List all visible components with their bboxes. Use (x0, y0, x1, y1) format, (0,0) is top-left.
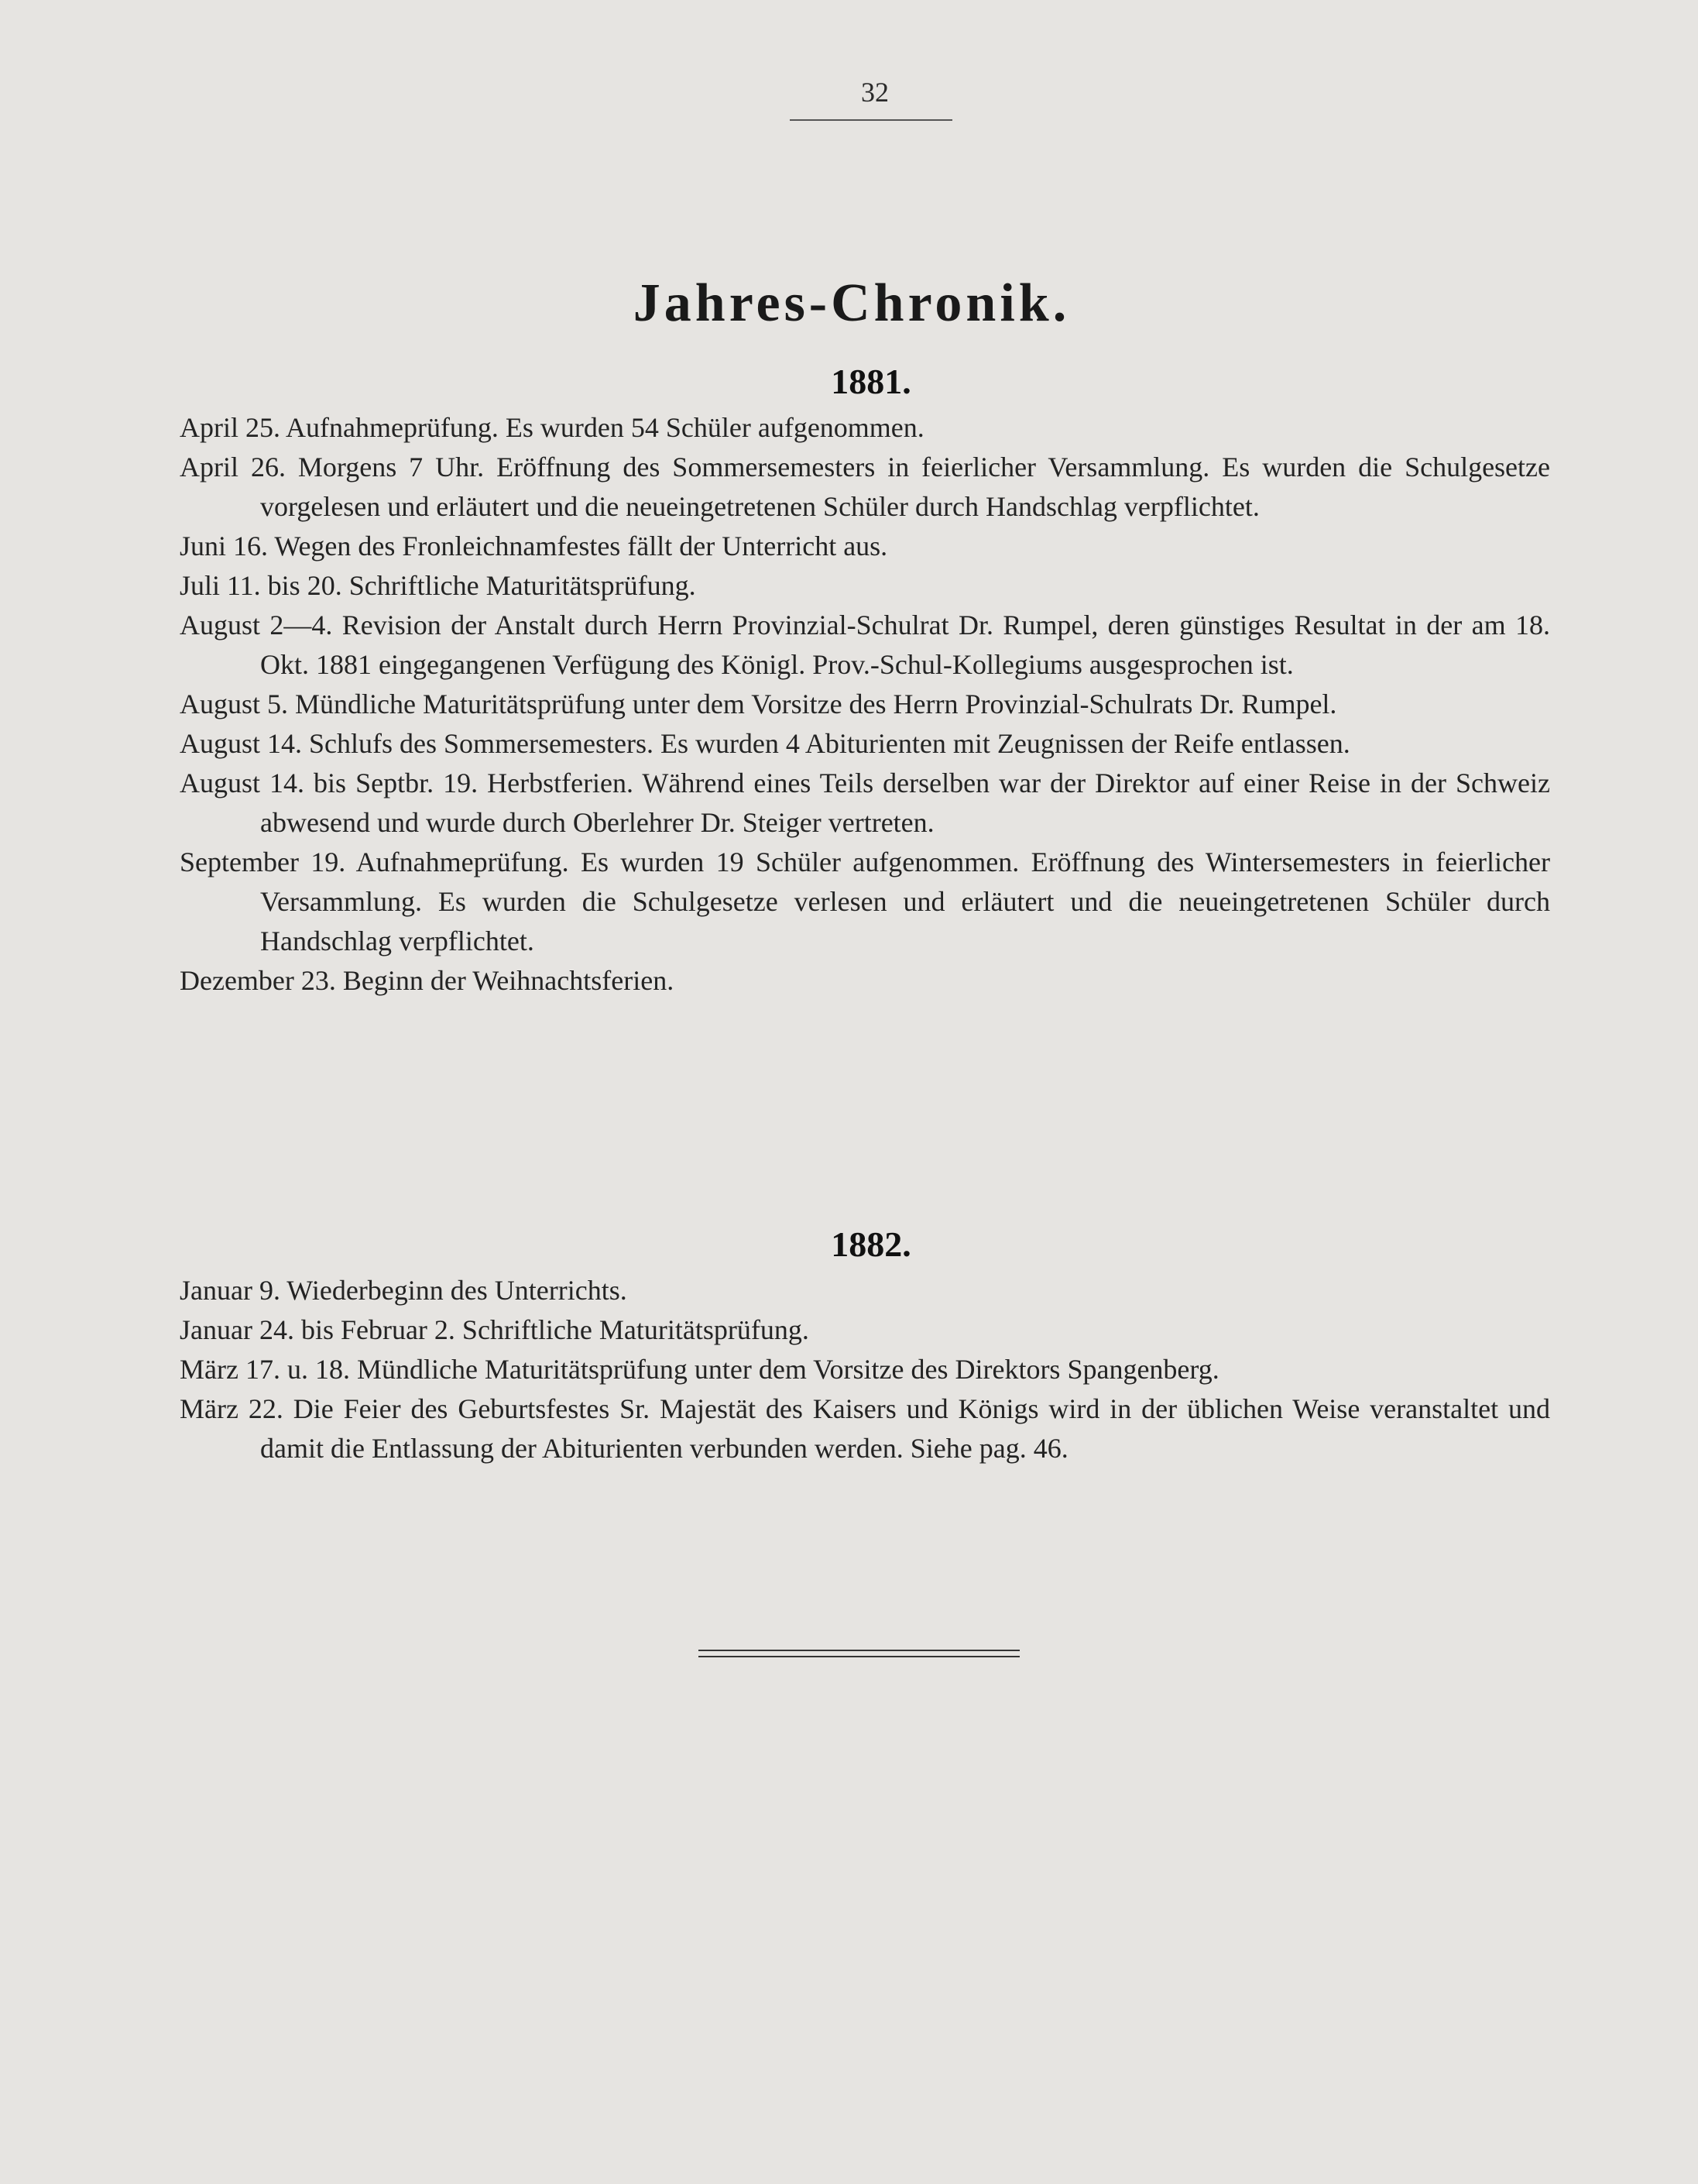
page-title: Jahres-Chronik. (633, 273, 1071, 333)
chronicle-entry: April 25. Aufnahmeprüfung. Es wurden 54 Schüler aufgenommen. (180, 412, 924, 443)
chronicle-entry: August 2—4. Revision der Anstalt durch Herrn Provinzial-Schulrat Dr. Rumpel, deren günstiges Resultat in der am 18. Okt. 1881 eingegangenen Verfügung des Königl. Prov.-Schul-Kollegiums ausgesprochen ist. (180, 610, 1550, 680)
chronicle-entry: September 19. Aufnahmeprüfung. Es wurden 19 Schüler aufgenommen. Eröffnung des Wintersemesters in feierlicher Versammlung. Es wurden die Schulgesetze verlesen und erläutert und die neueingetretenen Schüler durch Handschlag verpflichtet. (180, 846, 1550, 956)
chronicle-entry: Januar 9. Wiederbeginn des Unterrichts. (180, 1275, 627, 1306)
year-heading-1882: 1882. (831, 1224, 911, 1264)
chronicle-list-1882 (180, 1271, 1550, 1468)
year-heading-1881: 1881. (831, 362, 911, 401)
chronicle-entry: Juni 16. Wegen des Fronleichnamfestes fällt der Unterricht aus. (180, 531, 888, 561)
chronicle-entry: August 14. bis Septbr. 19. Herbstferien. Während eines Teils derselben war der Direktor auf einer Reise in der Schweiz abwesend und wurde durch Oberlehrer Dr. Steiger vertreten. (180, 767, 1550, 838)
closing-double-rule-top (698, 1650, 1020, 1651)
page-number-rule (790, 119, 952, 121)
chronicle-entry: April 26. Morgens 7 Uhr. Eröffnung des Sommersemesters in feierlicher Versammlung. Es wurden die Schulgesetze vorgelesen und erläutert und die neueingetretenen Schüler durch Handschlag verpflichtet. (180, 452, 1550, 522)
chronicle-list-1881 (180, 408, 1550, 1001)
chronicle-entry: März 22. Die Feier des Geburtsfestes Sr. Majestät des Kaisers und Königs wird in der üblichen Weise veranstaltet und damit die Entlassung der Abiturienten verbunden werden. Siehe pag. 46. (180, 1393, 1550, 1464)
closing-double-rule-bottom (698, 1656, 1020, 1657)
chronicle-entry: August 5. Mündliche Maturitätsprüfung unter dem Vorsitze des Herrn Provinzial-Schulrats Dr. Rumpel. (180, 689, 1337, 719)
chronicle-entry: August 14. Schlufs des Sommersemesters. Es wurden 4 Abiturienten mit Zeugnissen der Reife entlassen. (180, 728, 1350, 759)
chronicle-entry: März 17. u. 18. Mündliche Maturitätsprüfung unter dem Vorsitze des Direktors Spangenberg. (180, 1354, 1219, 1385)
page-number: 32 (861, 77, 889, 108)
chronicle-entry: Januar 24. bis Februar 2. Schriftliche Maturitätsprüfung. (180, 1314, 809, 1345)
chronicle-entry: Juli 11. bis 20. Schriftliche Maturitätsprüfung. (180, 570, 696, 601)
chronicle-entry: Dezember 23. Beginn der Weihnachtsferien. (180, 965, 674, 996)
